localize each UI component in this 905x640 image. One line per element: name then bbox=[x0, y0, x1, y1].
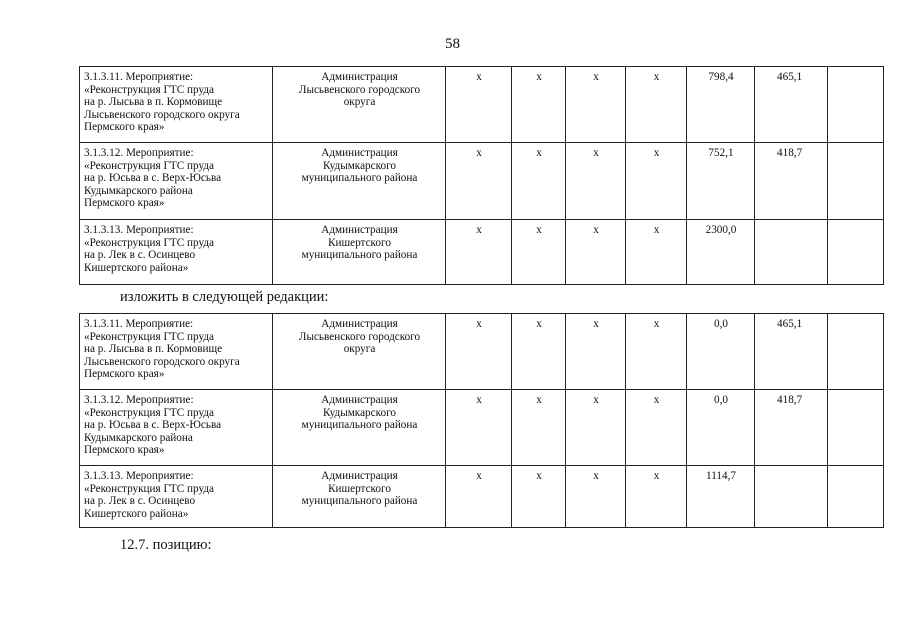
measure-name-line: «Реконструкция ГТС пруда bbox=[84, 83, 215, 96]
measure-name-line: «Реконструкция ГТС пруда bbox=[84, 236, 215, 249]
value-cell: 2300,0 bbox=[687, 220, 755, 285]
organization-cell bbox=[273, 466, 446, 528]
measure-name-line: на р. Лысьва в п. Кормовище bbox=[84, 96, 223, 109]
organization-line: Администрация bbox=[321, 71, 398, 83]
value-cell: 418,7 bbox=[755, 143, 828, 220]
x-cell: х bbox=[446, 390, 512, 466]
x-cell: х bbox=[626, 67, 687, 143]
organization-cell bbox=[273, 220, 446, 285]
x-cell: х bbox=[512, 143, 566, 220]
measure-name-line: Пермского края» bbox=[84, 368, 165, 381]
value-cell bbox=[828, 220, 884, 285]
measure-name-line: 3.1.3.13. Мероприятие: bbox=[84, 224, 194, 236]
x-cell: х bbox=[566, 143, 626, 220]
x-cell: х bbox=[626, 143, 687, 220]
value-cell: 752,1 bbox=[687, 143, 755, 220]
value-cell bbox=[828, 314, 884, 390]
x-cell: х bbox=[512, 390, 566, 466]
value-cell bbox=[755, 220, 828, 285]
x-cell: х bbox=[446, 220, 512, 285]
organization-cell bbox=[273, 390, 446, 466]
measure-name-line: Пермского края» bbox=[84, 197, 165, 210]
measure-name-line: 3.1.3.11. Мероприятие: bbox=[84, 318, 194, 330]
x-cell: х bbox=[446, 466, 512, 528]
x-cell: х bbox=[446, 314, 512, 390]
organization-line: Кудымкарского bbox=[323, 159, 396, 172]
x-cell: х bbox=[512, 67, 566, 143]
table-row bbox=[80, 143, 884, 220]
value-cell bbox=[828, 466, 884, 528]
measure-name-line: 3.1.3.13. Мероприятие: bbox=[84, 470, 194, 482]
value-cell: 0,0 bbox=[687, 390, 755, 466]
x-cell: х bbox=[446, 143, 512, 220]
measure-name-line: Пермского края» bbox=[84, 444, 165, 457]
value-cell bbox=[828, 143, 884, 220]
organization-line: округа bbox=[343, 96, 376, 109]
measure-name-line: Лысьвенского городского округа bbox=[84, 355, 240, 368]
measure-name-line: на р. Юсьва в с. Верх-Юсьва bbox=[84, 419, 222, 432]
measure-name-cell bbox=[80, 390, 273, 466]
measure-name-line: «Реконструкция ГТС пруда bbox=[84, 330, 215, 343]
value-cell bbox=[828, 390, 884, 466]
x-cell: х bbox=[626, 466, 687, 528]
x-cell: х bbox=[446, 67, 512, 143]
x-cell: х bbox=[566, 220, 626, 285]
measure-name-line: Кудымкарского района bbox=[84, 184, 193, 197]
organization-line: Кишертского bbox=[328, 482, 391, 495]
table-old-version bbox=[79, 66, 884, 285]
table-row bbox=[80, 466, 884, 528]
measure-name-line: на р. Лек в с. Осинцево bbox=[84, 495, 196, 508]
x-cell: х bbox=[626, 390, 687, 466]
x-cell: х bbox=[566, 390, 626, 466]
value-cell: 1114,7 bbox=[687, 466, 755, 528]
measure-name-cell bbox=[80, 220, 273, 285]
organization-line: муниципального района bbox=[301, 419, 418, 432]
x-cell: х bbox=[512, 220, 566, 285]
measure-name-cell bbox=[80, 314, 273, 390]
value-cell: 0,0 bbox=[687, 314, 755, 390]
table-row bbox=[80, 390, 884, 466]
measure-name-line: 3.1.3.12. Мероприятие: bbox=[84, 394, 194, 406]
measure-name-cell bbox=[80, 466, 273, 528]
measure-name-line: «Реконструкция ГТС пруда bbox=[84, 406, 215, 419]
organization-line: Кишертского bbox=[328, 236, 391, 249]
measure-name-line: Лысьвенского городского округа bbox=[84, 108, 240, 121]
value-cell: 418,7 bbox=[755, 390, 828, 466]
value-cell: 465,1 bbox=[755, 67, 828, 143]
x-cell: х bbox=[566, 314, 626, 390]
measure-name-cell bbox=[80, 67, 273, 143]
measure-name-line: на р. Юсьва в с. Верх-Юсьва bbox=[84, 172, 222, 185]
organization-line: Администрация bbox=[321, 470, 398, 482]
x-cell: х bbox=[626, 220, 687, 285]
measure-name-line: 3.1.3.12. Мероприятие: bbox=[84, 147, 194, 159]
organization-line: Лысьвенского городского bbox=[298, 330, 421, 343]
measure-name-line: 3.1.3.11. Мероприятие: bbox=[84, 71, 194, 83]
table-row bbox=[80, 220, 884, 285]
organization-line: округа bbox=[343, 343, 376, 356]
measure-name-line: Пермского края» bbox=[84, 121, 165, 134]
organization-line: Администрация bbox=[321, 147, 398, 159]
value-cell bbox=[828, 67, 884, 143]
table-row bbox=[80, 67, 884, 143]
x-cell: х bbox=[512, 314, 566, 390]
value-cell bbox=[755, 466, 828, 528]
measure-name-line: «Реконструкция ГТС пруда bbox=[84, 159, 215, 172]
position-text: 12.7. позицию: bbox=[120, 537, 212, 553]
x-cell: х bbox=[626, 314, 687, 390]
measure-name-cell bbox=[80, 143, 273, 220]
organization-line: муниципального района bbox=[301, 172, 418, 185]
organization-line: Администрация bbox=[321, 318, 398, 330]
organization-line: муниципального района bbox=[301, 249, 418, 262]
organization-cell bbox=[273, 143, 446, 220]
organization-line: Администрация bbox=[321, 394, 398, 406]
value-cell: 465,1 bbox=[755, 314, 828, 390]
x-cell: х bbox=[566, 67, 626, 143]
measure-name-line: Кишертского района» bbox=[84, 261, 189, 274]
measure-name-line: «Реконструкция ГТС пруда bbox=[84, 482, 215, 495]
measure-name-line: Кудымкарского района bbox=[84, 431, 193, 444]
page-number: 58 bbox=[445, 36, 460, 52]
intro-text: изложить в следующей редакции: bbox=[120, 289, 329, 305]
measure-name-line: на р. Лек в с. Осинцево bbox=[84, 249, 196, 262]
value-cell: 798,4 bbox=[687, 67, 755, 143]
measure-name-line: Кишертского района» bbox=[84, 507, 189, 520]
organization-line: муниципального района bbox=[301, 495, 418, 508]
organization-line: Кудымкарского bbox=[323, 406, 396, 419]
measure-name-line: на р. Лысьва в п. Кормовище bbox=[84, 343, 223, 356]
organization-cell bbox=[273, 67, 446, 143]
organization-line: Лысьвенского городского bbox=[298, 83, 421, 96]
table-row bbox=[80, 314, 884, 390]
organization-line: Администрация bbox=[321, 224, 398, 236]
x-cell: х bbox=[512, 466, 566, 528]
table-new-version bbox=[79, 313, 884, 528]
x-cell: х bbox=[566, 466, 626, 528]
organization-cell bbox=[273, 314, 446, 390]
